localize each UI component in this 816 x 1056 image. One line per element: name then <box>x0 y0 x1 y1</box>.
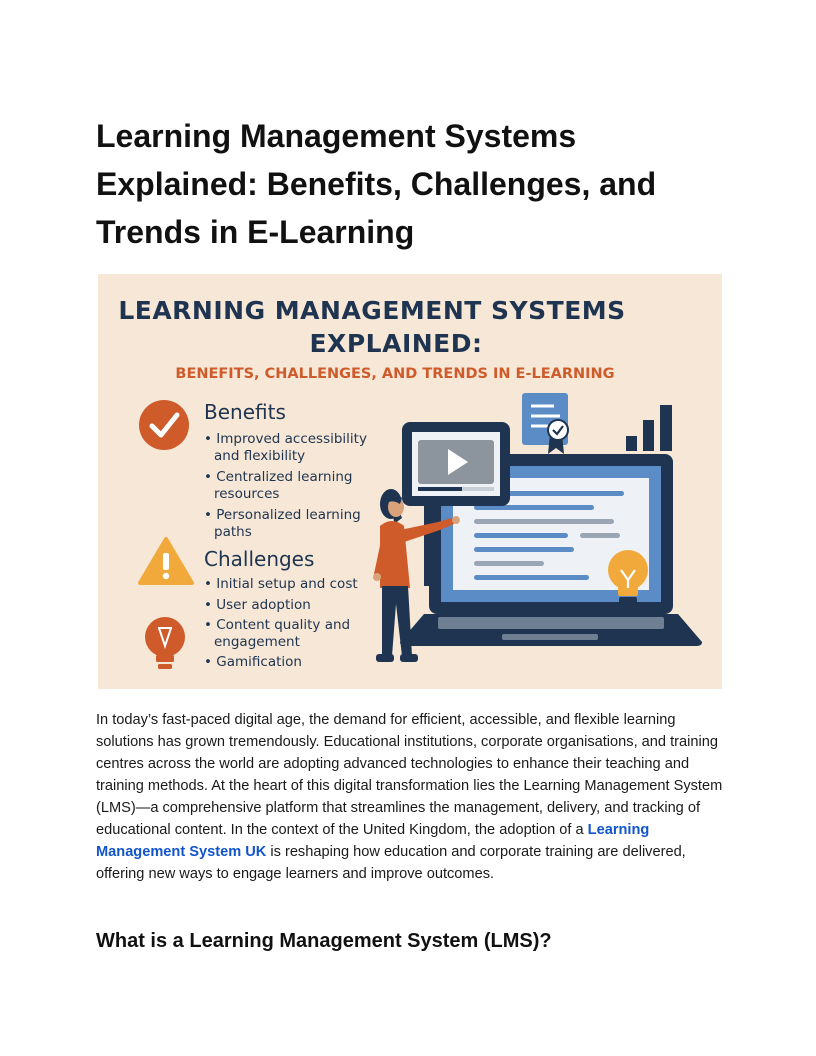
intro-paragraph <box>96 709 726 885</box>
section-heading: What is a Learning Management System (LMS)? <box>96 930 552 952</box>
challenge-line: • Content quality and <box>204 617 351 633</box>
infographic-heading-line-2: EXPLAINED: <box>309 329 483 358</box>
benefit-line: paths <box>214 524 252 540</box>
benefit-line: resources <box>214 486 280 502</box>
challenge-line: • User adoption <box>204 597 311 613</box>
benefit-line: • Personalized learning <box>204 507 361 523</box>
intro-text-part-1: In today’s fast-paced digital age, the demand for efficient, accessible, and flexible learning solutions has grown tremendously. Educational institutions, corporate organisations, and training centres across the world are adopting advanced technologies to enhance their teaching and training methods. At the heart of this digital transformation lies the Learning Management System (LMS)—a comprehensive platform that streamlines the management, delivery, and tracking of educational content. In the context of the United Kingdom, the adoption of a <box>96 712 723 838</box>
challenges-title: Challenges <box>204 547 315 571</box>
challenge-line: • Gamification <box>204 654 302 670</box>
lms-uk-link[interactable]: Learning Management System UK <box>96 822 650 860</box>
benefit-line: and flexibility <box>214 448 306 464</box>
benefit-line: • Centralized learning <box>204 469 353 485</box>
checkmark-icon <box>139 400 189 450</box>
infographic-heading-line-1: LEARNING MANAGEMENT SYSTEMS <box>118 296 626 325</box>
certificate-icon <box>522 393 568 454</box>
challenge-line: engagement <box>214 634 300 650</box>
lms-infographic <box>98 274 722 689</box>
challenge-line: • Initial setup and cost <box>204 576 358 592</box>
benefits-title: Benefits <box>204 400 286 424</box>
intro-text-part-2: is reshaping how education and corporate training are delivered, offering new ways to engage learners and improve outcomes. <box>96 844 686 882</box>
infographic-subheading: BENEFITS, CHALLENGES, AND TRENDS IN E-LEARNING <box>175 366 615 382</box>
title-line-3: Trends in E-Learning <box>96 214 415 250</box>
title-line-1: Learning Management Systems <box>96 118 577 154</box>
page-title <box>96 112 716 256</box>
benefit-line: • Improved accessibility <box>204 431 367 447</box>
title-line-2: Explained: Benefits, Challenges, and <box>96 166 657 202</box>
